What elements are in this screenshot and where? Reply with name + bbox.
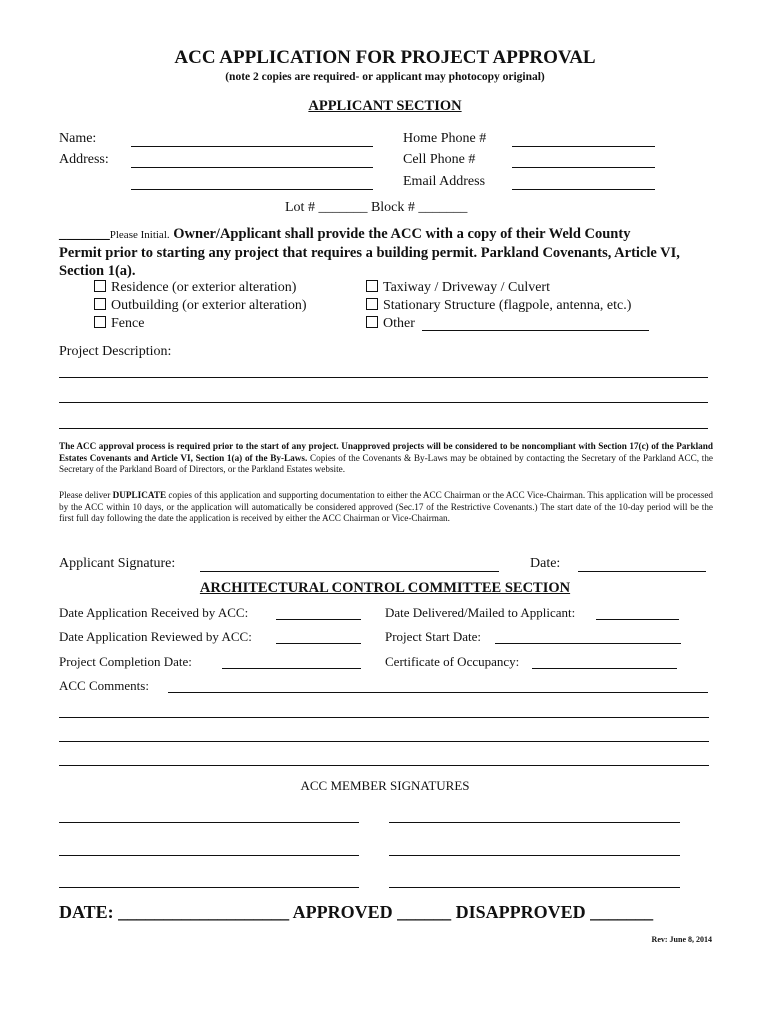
delivery-notice-bold: DUPLICATE (112, 490, 167, 500)
checkbox-icon[interactable] (366, 298, 378, 310)
applicant-section-heading: APPLICANT SECTION (308, 98, 462, 114)
acc-signature-field-2[interactable] (389, 822, 680, 823)
address-label: Address: (59, 152, 109, 167)
acc-signature-field-5[interactable] (59, 887, 359, 888)
checkbox-fence[interactable] (94, 316, 144, 332)
checkbox-stationary-label: Stationary Structure (flagpole, antenna, etc.) (383, 298, 632, 313)
date-delivered-label: Date Delivered/Mailed to Applicant: (385, 605, 576, 620)
applicant-signature-field[interactable] (200, 571, 499, 572)
checkbox-icon[interactable] (94, 298, 106, 310)
approval-notice-bold: The ACC approval process is required prior to the start of any project. Unapproved projects will be considered to be noncompliant with Section 17(c) of the Parkland Estates Covenants and Article VI, Section 1(a) of the By-Laws. (59, 441, 713, 463)
checkbox-residence[interactable] (94, 280, 296, 296)
acc-signature-field-6[interactable] (389, 887, 680, 888)
approval-date-line[interactable]: DATE: ___________________ APPROVED ______ DISAPPROVED _______ (59, 902, 654, 922)
delivery-notice-rest: copies of this application and supporting documentation to either the ACC Chairman or the ACC Vice-Chairman. This application will be processed by the ACC within 10 days, or the application will automatically be considered approved (Sec.17 of the Restrictive Covenants.) The start date of the 10-day period will be the first full day following the date the application is received by either the ACC Chairman or Vice-Chairman. (59, 490, 714, 524)
home-phone-label: Home Phone # (403, 131, 487, 146)
email-label: Email Address (403, 174, 486, 189)
checkbox-other[interactable] (366, 316, 415, 332)
checkbox-other-label: Other (383, 316, 415, 331)
checkbox-icon[interactable] (94, 280, 106, 292)
date-reviewed-label: Date Application Reviewed by ACC: (59, 629, 252, 644)
acc-signature-field-1[interactable] (59, 822, 359, 823)
project-description-label: Project Description: (59, 344, 172, 359)
checkbox-stationary[interactable] (366, 298, 631, 314)
permit-text-3: Section 1(a). (59, 263, 136, 279)
approval-notice-rest: Copies of the Covenants & By-Laws may be obtained by contacting the Secretary of the Parkland ACC, the Secretary of the Parkland Board of Directors, or the Parkland Estates website. (59, 452, 713, 475)
approval-process-notice (59, 441, 713, 476)
project-start-field[interactable] (495, 643, 681, 644)
initial-label: Please Initial. (109, 229, 170, 241)
certificate-occupancy-field[interactable] (532, 668, 677, 669)
acc-comments-line-4[interactable] (59, 765, 709, 766)
acc-comments-line-1[interactable] (168, 692, 708, 693)
acc-signature-field-4[interactable] (389, 855, 680, 856)
email-field[interactable] (512, 189, 655, 190)
checkbox-outbuilding-label: Outbuilding (or exterior alteration) (111, 298, 307, 313)
cell-phone-field[interactable] (512, 167, 655, 168)
date-reviewed-field[interactable] (276, 643, 361, 644)
address-field-line-1[interactable] (131, 167, 373, 168)
checkbox-icon[interactable] (366, 280, 378, 292)
permit-text-2: Permit prior to starting any project that requires a building permit. Parkland Covenants, Article VI, (59, 245, 680, 261)
checkbox-taxiway-label: Taxiway / Driveway / Culvert (383, 280, 550, 295)
acc-comments-line-3[interactable] (59, 741, 709, 742)
applicant-date-field[interactable] (578, 571, 706, 572)
address-field-line-2[interactable] (131, 189, 373, 190)
delivery-notice-pre: Please deliver (59, 490, 113, 500)
delivery-notice (59, 490, 713, 525)
checkbox-outbuilding[interactable] (94, 298, 307, 314)
acc-section-heading: ARCHITECTURAL CONTROL COMMITTEE SECTION (199, 580, 571, 596)
form-subtitle: (note 2 copies are required- or applicant may photocopy original) (225, 71, 545, 83)
applicant-date-label: Date: (530, 556, 561, 571)
cell-phone-label: Cell Phone # (403, 152, 476, 167)
checkbox-residence-label: Residence (or exterior alteration) (111, 280, 297, 295)
checkbox-taxiway[interactable] (366, 280, 550, 296)
project-description-line-3[interactable] (59, 428, 708, 429)
date-received-label: Date Application Received by ACC: (59, 605, 249, 620)
project-description-line-2[interactable] (59, 402, 708, 403)
permit-notice (59, 225, 713, 244)
home-phone-field[interactable] (512, 146, 655, 147)
acc-signatures-heading: ACC MEMBER SIGNATURES (300, 778, 470, 793)
applicant-signature-label: Applicant Signature: (59, 556, 176, 571)
other-field[interactable] (422, 330, 649, 331)
revision-date: Rev: June 8, 2014 (651, 935, 712, 944)
permit-text-1: Owner/Applicant shall provide the ACC with a copy of their Weld County (169, 226, 631, 242)
name-field[interactable] (131, 146, 373, 147)
project-description-line-1[interactable] (59, 377, 708, 378)
acc-comments-line-2[interactable] (59, 717, 709, 718)
date-delivered-field[interactable] (596, 619, 679, 620)
date-received-field[interactable] (276, 619, 361, 620)
checkbox-icon[interactable] (94, 316, 106, 328)
checkbox-fence-label: Fence (111, 316, 145, 331)
name-label: Name: (59, 131, 97, 146)
lot-block-fields[interactable]: Lot # _______ Block # _______ (285, 200, 468, 215)
checkbox-icon[interactable] (366, 316, 378, 328)
acc-comments-label: ACC Comments: (59, 678, 149, 693)
acc-signature-field-3[interactable] (59, 855, 359, 856)
initial-field[interactable]: _______ (59, 226, 110, 242)
certificate-occupancy-label: Certificate of Occupancy: (385, 654, 520, 669)
form-title: ACC APPLICATION FOR PROJECT APPROVAL (174, 47, 596, 68)
project-start-label: Project Start Date: (385, 629, 482, 644)
project-completion-label: Project Completion Date: (59, 654, 192, 669)
project-completion-field[interactable] (222, 668, 361, 669)
